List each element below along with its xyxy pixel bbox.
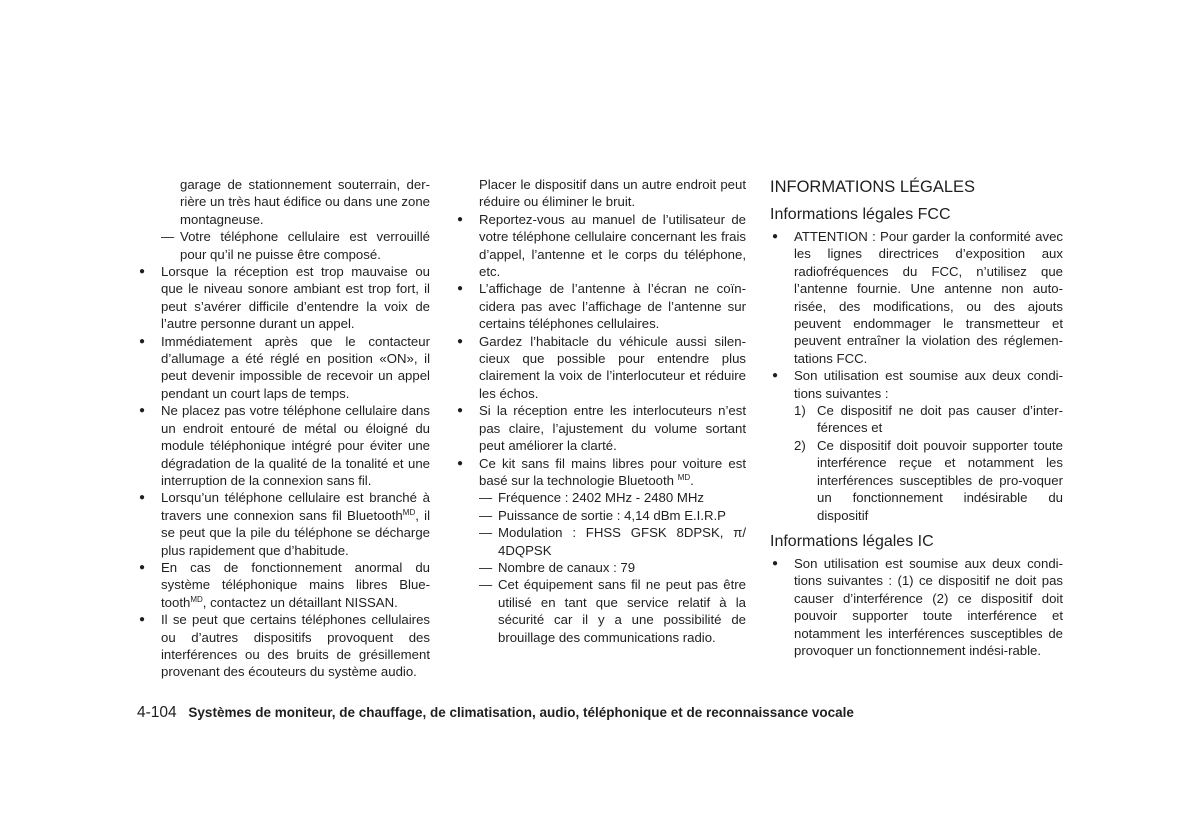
column-left — [137, 176, 430, 681]
bullet-item-text: Gardez l’habitacle du véhicule aussi silen-cieux que possible pour entendre plus clairement la voix de l’interlocuteur et réduire les échos. — [479, 333, 746, 401]
bullet-item — [770, 228, 1063, 367]
dash-item — [455, 489, 746, 506]
numbered-item-text: Ce dispositif ne doit pas causer d’inter-férences et — [817, 403, 1063, 436]
trademark-superscript: MD — [677, 472, 691, 482]
bullet-marker: ● — [772, 231, 779, 242]
numbered-item-text: Ce dispositif doit pouvoir supporter toute interférence reçue et notamment les interférences susceptibles de pro-voquer un fonctionnement indésirable du dispositif — [817, 437, 1063, 523]
dash-marker: — — [479, 577, 493, 593]
subsection-heading-fcc: Informations légales FCC — [770, 206, 951, 223]
dash-item — [137, 228, 430, 263]
numbered-item — [770, 437, 1063, 524]
bullet-item-text: Ne placez pas votre téléphone cellulaire dans un endroit entouré de métal ou éloigné du module téléphonique intégré pour éviter une dégradation de la qualité de la tonalité et une interruption de la connexion sans fil. — [161, 403, 430, 488]
bullet-item — [137, 611, 430, 681]
bullet-item-text: Si la réception entre les interlocuteurs n’est pas claire, l’ajustement du volume sortant peut améliorer la clarté. — [479, 403, 746, 454]
dash-item-text: Votre téléphone cellulaire est verrouillé pour qu’il ne puisse être composé. — [180, 229, 430, 262]
dash-item-text: Nombre de canaux : 79 — [498, 559, 636, 575]
bullet-marker: ● — [139, 335, 146, 347]
bullet-item-text: Lorsqu’un téléphone cellulaire est branché à travers une connexion sans fil Bluetooth — [161, 490, 430, 523]
bullet-item-text: L’affichage de l’antenne à l’écran ne coïn-cidera pas avec l’affichage de l’antenne sur certains téléphones cellulaires. — [479, 281, 746, 332]
dash-item-text: Puissance de sortie : 4,14 dBm E.I.R.P — [498, 507, 726, 523]
bullet-item — [455, 402, 746, 454]
dash-item-text: Fréquence : 2402 MHz - 2480 MHz — [498, 490, 704, 506]
continued-paragraph — [455, 176, 746, 211]
bullet-marker: ● — [139, 492, 146, 504]
bullet-item-text: Lorsque la réception est trop mauvaise ou que le niveau sonore ambiant est trop fort, il peut s’avérer difficile d’entendre la voix de l’autre personne durant un appel. — [161, 264, 430, 332]
dash-marker: — — [479, 507, 493, 523]
dash-marker: — — [479, 559, 493, 575]
bullet-marker: ● — [457, 213, 464, 225]
bullet-item — [455, 333, 746, 403]
trademark-superscript: MD — [190, 594, 203, 604]
bullet-marker: ● — [772, 370, 779, 382]
continued-paragraph: garage de stationnement souterrain, der-rière un très haut édifice ou dans une zone montagneuse. — [180, 177, 430, 227]
column-right — [770, 176, 1063, 659]
dash-item — [455, 507, 746, 524]
subsection-heading-ic: Informations légales IC — [770, 532, 934, 550]
bullet-marker: ● — [139, 266, 146, 278]
bullet-item — [455, 455, 746, 490]
bullet-item-text: Il se peut que certains téléphones cellulaires ou d’autres dispositifs provoquent des interférences ou des bruits de grésillement provenant des écouteurs du système audio. — [161, 612, 430, 680]
dash-marker: — — [479, 525, 493, 541]
bullet-marker: ● — [772, 557, 779, 569]
bullet-marker: ● — [139, 405, 146, 417]
bullet-item-text: Ce kit sans fil mains libres pour voiture est basé sur la technologie Bluetooth — [479, 455, 746, 488]
trademark-superscript: MD — [402, 507, 416, 517]
dash-marker: — — [161, 229, 175, 245]
bullet-item-text: Son utilisation est soumise aux deux condi-tions suivantes : (1) ce dispositif ne doit pas causer d’interférence (2) ce dispositif doit pouvoir supporter toute interférence et notamment les interférences susceptibles de provoquer un fonctionnement indési-rable. — [794, 555, 1063, 658]
page-number: 4-104 — [137, 704, 177, 721]
bullet-item-text: , il se peut que la pile du téléphone se décharge plus rapidement que d’habitude. — [161, 507, 431, 558]
numbered-item — [770, 402, 1063, 437]
bullet-item-text: ATTENTION : Pour garder la conformité avec les lignes directrices d’exposition aux radiofréquences du FCC, n’utilisez que l’antenne fournie. Une antenne non auto-risée, des modifications, ou des ajouts peuvent endommager le transmetteur et peuvent entraîner la violation des réglemen-tations FCC. — [794, 229, 1063, 366]
item-number: 2) — [794, 437, 806, 453]
bullet-marker: ● — [457, 457, 464, 469]
bullet-item-text: Son utilisation est soumise aux deux condi-tions suivantes : — [794, 368, 1063, 401]
bullet-marker: ● — [457, 335, 464, 347]
bullet-item — [137, 402, 430, 489]
bullet-item-text: Reportez-vous au manuel de l’utilisateur de votre téléphone cellulaire concernant les frais d’appel, l’antenne et le corps du téléphone, etc. — [479, 211, 746, 280]
column-middle — [455, 176, 746, 646]
bullet-item — [137, 489, 430, 559]
dash-marker: — — [479, 490, 493, 506]
section-heading: INFORMATIONS LÉGALES — [770, 178, 976, 196]
dash-item-text: Modulation : FHSS GFSK 8DPSK, π/ 4DQPSK — [498, 525, 746, 558]
bullet-marker: ● — [139, 614, 146, 626]
chapter-title: Systèmes de moniteur, de chauffage, de climatisation, audio, téléphonique et de reconnaissance vocale — [188, 705, 854, 720]
bullet-item-text: , contactez un détaillant NISSAN. — [202, 594, 398, 610]
bullet-marker: ● — [457, 405, 464, 417]
bullet-marker: ● — [457, 283, 464, 295]
bullet-item-text: Immédiatement après que le contacteur d’allumage a été réglé en position «ON», il peut devenir impossible de recevoir un appel pendant un court laps de temps. — [161, 333, 430, 401]
dash-item — [455, 524, 746, 559]
bullet-item — [455, 280, 746, 332]
continued-paragraph-text: Placer le dispositif dans un autre endroit peut réduire ou éliminer le bruit. — [479, 177, 746, 210]
bullet-item — [137, 263, 430, 333]
bullet-item-text: En cas de fonctionnement anormal du système téléphonique mains libres Blue-tooth — [161, 559, 430, 610]
bullet-item — [455, 211, 746, 281]
dash-item — [455, 576, 746, 646]
dash-item-text: Cet équipement sans fil ne peut pas être utilisé en tant que service relatif à la sécurité car il y a une possibilité de brouillage des communications radio. — [498, 577, 746, 645]
bullet-item — [770, 555, 1063, 659]
dash-item — [455, 559, 746, 576]
bullet-item — [137, 559, 430, 611]
item-number: 1) — [794, 403, 806, 419]
bullet-item — [137, 333, 430, 403]
page-footer — [137, 704, 854, 722]
bullet-marker: ● — [139, 561, 146, 573]
bullet-item-text: . — [690, 472, 694, 488]
bullet-item — [770, 367, 1063, 402]
